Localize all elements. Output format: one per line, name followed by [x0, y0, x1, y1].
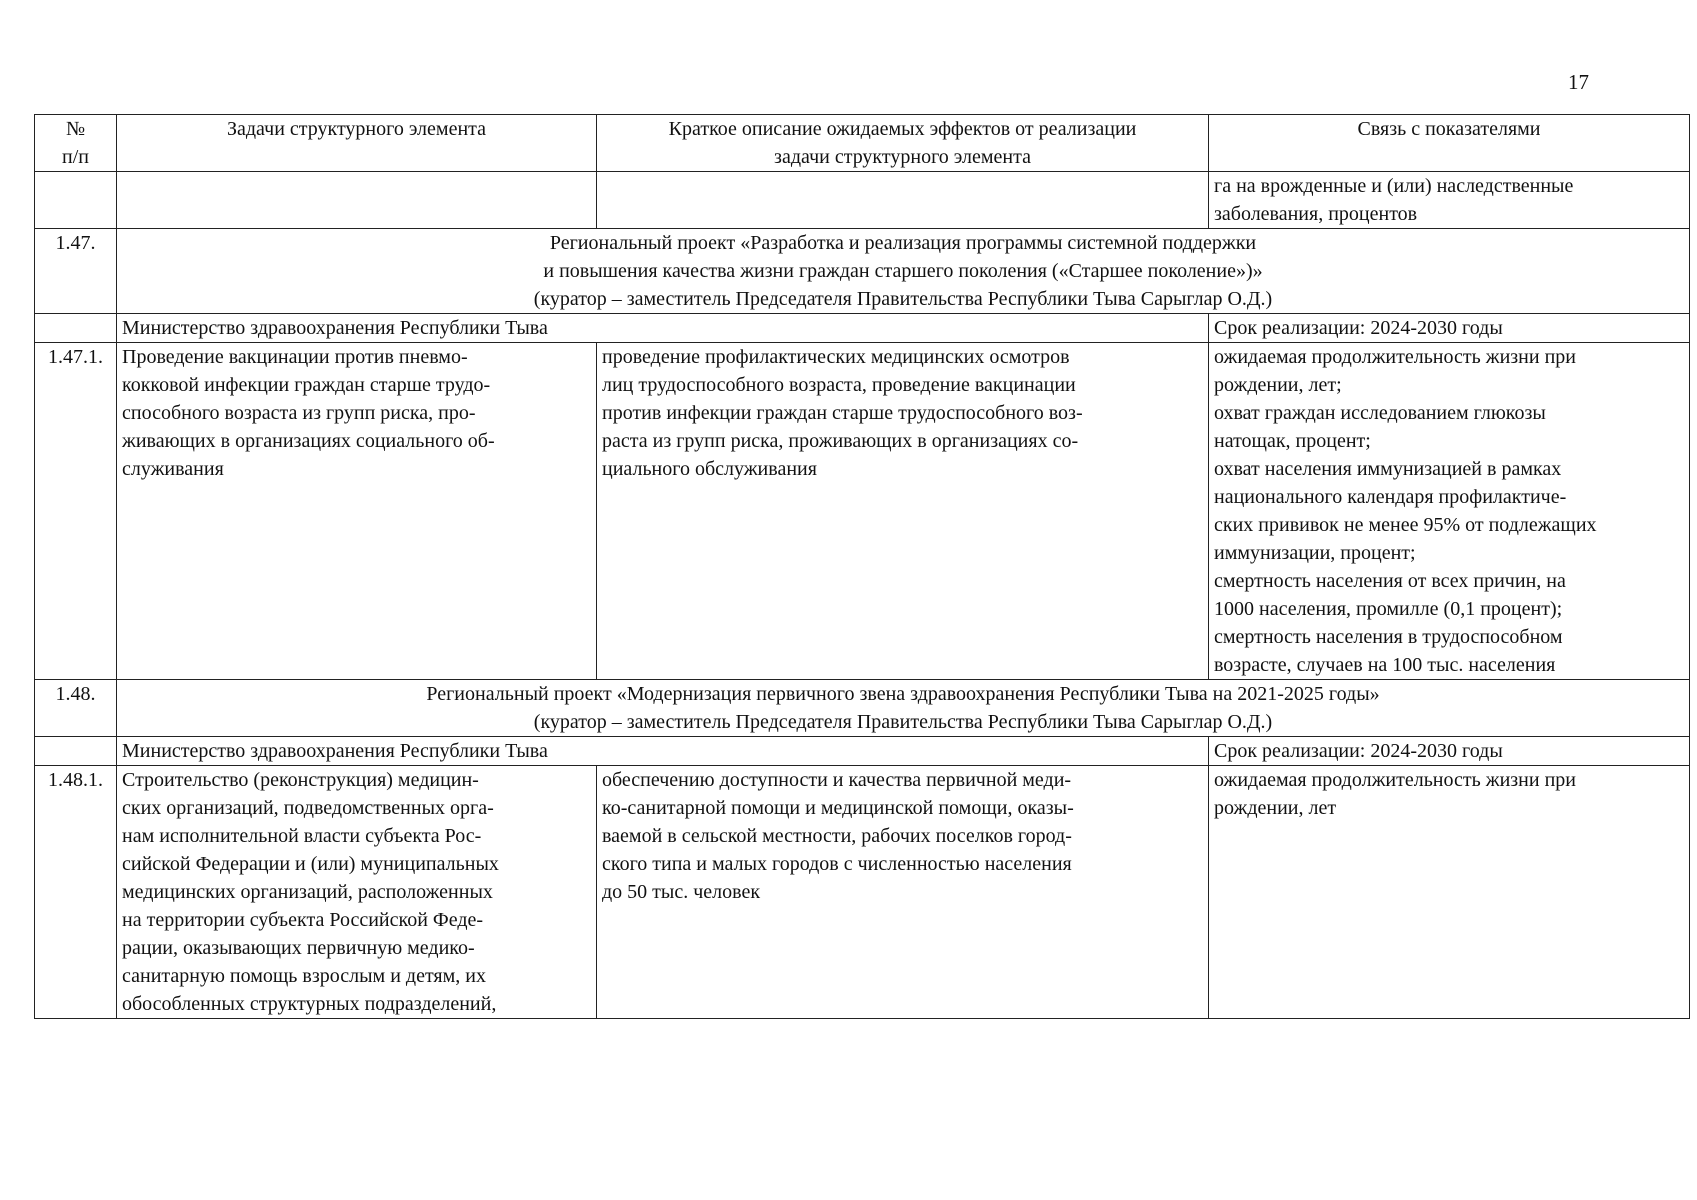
continuation-row	[35, 172, 1690, 229]
ministry-1-47-term: Срок реализации: 2024-2030 годы	[1209, 314, 1690, 343]
ministry-row-1-48	[35, 737, 1690, 766]
project-1-48-title: Региональный проект «Модернизация первичного звена здравоохранения Республики Тыва на 2021-2025 годы» (куратор – заместитель Председателя Правительства Республики Тыва Сарыглар О.Д.)	[117, 680, 1690, 737]
continuation-indicators: га на врожденные и (или) наследственные заболевания, процентов	[1209, 172, 1690, 229]
project-row-1-47	[35, 229, 1690, 314]
task-1-48-1-task: Строительство (реконструкция) медицин- ских организаций, подведомственных орга- нам исполнительной власти субъекта Рос- сийской Федерации и (или) муниципальных медицинских организаций, расположенных на территории субъекта Российской Феде- рации, оказывающих первичную медико- санитарную помощь взрослым и детям, их обособленных структурных подразделений,	[117, 766, 597, 1019]
project-1-47-title: Региональный проект «Разработка и реализация программы системной поддержки и повышения качества жизни граждан старшего поколения («Старшее поколение»)» (куратор – заместитель Председателя Правительства Республики Тыва Сарыглар О.Д.)	[117, 229, 1690, 314]
task-1-48-1-effect: обеспечению доступности и качества первичной меди- ко-санитарной помощи и медицинской помощи, оказы- ваемой в сельской местности, рабочих поселков город- ского типа и малых городов с численностью населения до 50 тыс. человек	[597, 766, 1209, 1019]
continuation-effect	[597, 172, 1209, 229]
task-1-47-1-number: 1.47.1.	[35, 343, 117, 680]
task-1-47-1-indicators: ожидаемая продолжительность жизни при рождении, лет; охват граждан исследованием глюкозы натощак, процент; охват населения иммунизацией в рамках национального календаря профилактиче- ских прививок не менее 95% от подлежащих иммунизации, процент; смертность населения от всех причин, на 1000 населения, промилле (0,1 процент); смертность населения в трудоспособном возрасте, случаев на 100 тыс. населения	[1209, 343, 1690, 680]
task-row-1-47-1	[35, 343, 1690, 680]
header-effects: Краткое описание ожидаемых эффектов от реализации задачи структурного элемента	[597, 115, 1209, 172]
ministry-1-48-name: Министерство здравоохранения Республики Тыва	[117, 737, 1209, 766]
ministry-1-47-number	[35, 314, 117, 343]
ministry-1-48-term: Срок реализации: 2024-2030 годы	[1209, 737, 1690, 766]
table-header-row	[35, 115, 1690, 172]
page-number: 17	[1568, 70, 1589, 94]
project-1-47-number: 1.47.	[35, 229, 117, 314]
header-number: № п/п	[35, 115, 117, 172]
ministry-row-1-47	[35, 314, 1690, 343]
project-row-1-48	[35, 680, 1690, 737]
continuation-task	[117, 172, 597, 229]
task-1-47-1-effect: проведение профилактических медицинских осмотров лиц трудоспособного возраста, проведение вакцинации против инфекции граждан старше трудоспособного воз- раста из групп риска, проживающих в организациях со- циального обслуживания	[597, 343, 1209, 680]
task-row-1-48-1	[35, 766, 1690, 1019]
project-1-48-number: 1.48.	[35, 680, 117, 737]
header-tasks: Задачи структурного элемента	[117, 115, 597, 172]
task-1-47-1-task: Проведение вакцинации против пневмо- кокковой инфекции граждан старше трудо- способного возраста из групп риска, про- живающих в организациях социального об- служивания	[117, 343, 597, 680]
task-1-48-1-number: 1.48.1.	[35, 766, 117, 1019]
task-1-48-1-indicators: ожидаемая продолжительность жизни при рождении, лет	[1209, 766, 1690, 1019]
ministry-1-47-name: Министерство здравоохранения Республики Тыва	[117, 314, 1209, 343]
header-indicators: Связь с показателями	[1209, 115, 1690, 172]
ministry-1-48-number	[35, 737, 117, 766]
structural-elements-table	[34, 114, 1690, 1019]
continuation-number	[35, 172, 117, 229]
